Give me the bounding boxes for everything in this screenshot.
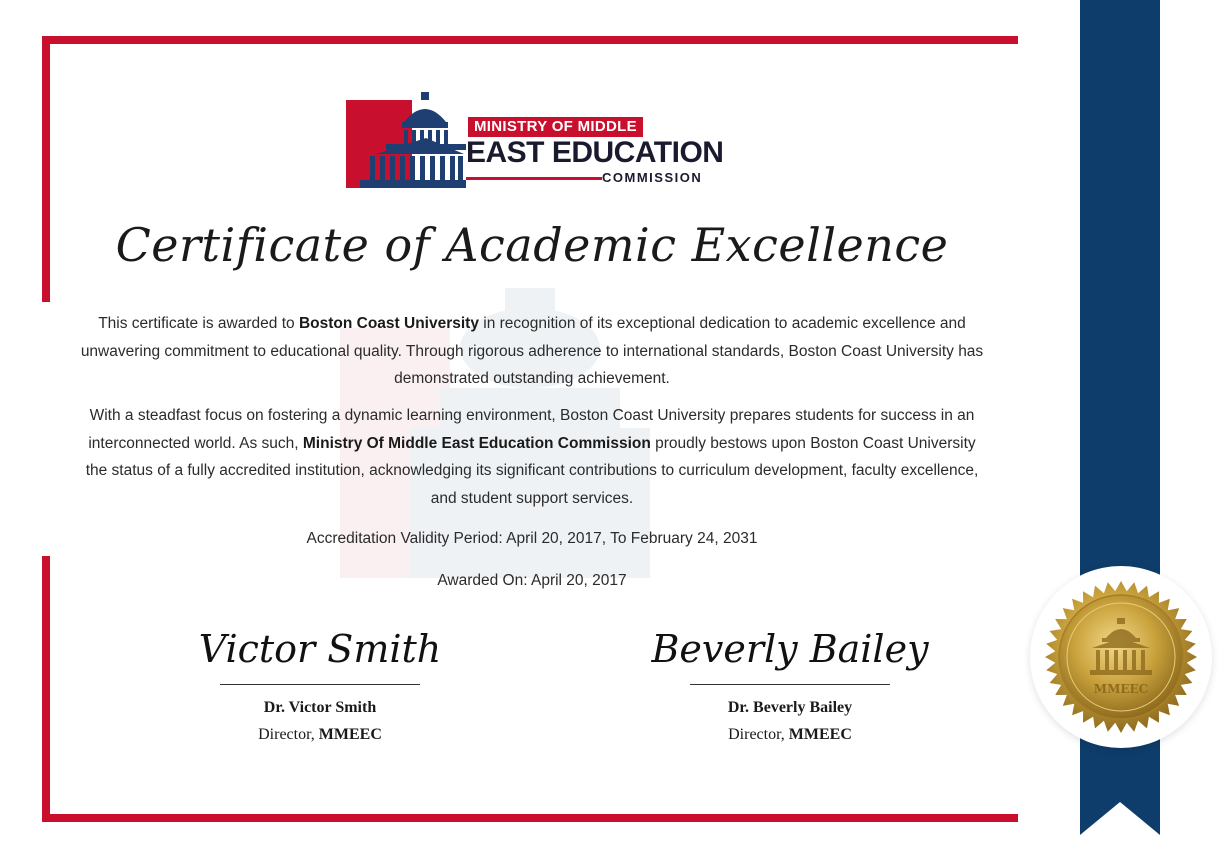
ministry-logo	[346, 90, 726, 190]
frame-left-top-border	[42, 36, 50, 302]
frame-top-border	[42, 36, 1018, 44]
signature-block-left	[170, 620, 470, 749]
p1-before: This certificate is awarded to	[98, 315, 299, 332]
p2-after: proudly bestows upon Boston Coast University the status of a fully accredited institution, acknowledging its significant contributions to curriculum development, faculty excellence, and student support services.	[85, 434, 979, 507]
signature-line	[690, 684, 890, 685]
award-paragraph	[80, 310, 984, 393]
logo-rule	[466, 177, 602, 180]
logo-subtitle: COMMISSION	[602, 170, 703, 185]
role-prefix: Director,	[258, 726, 319, 743]
frame-left-bottom-border	[42, 556, 50, 822]
signature-script: Victor Smith	[198, 627, 442, 671]
signature-block-right	[640, 620, 940, 749]
gold-seal-icon	[1040, 576, 1202, 738]
capitol-building-icon	[346, 90, 466, 190]
accreditation-paragraph	[80, 402, 984, 512]
recipient-name: Boston Coast University	[298, 315, 479, 332]
p1-after: in recognition of its exceptional dedication to academic excellence and unwavering commitment to educational quality. Through rigorous adherence to international standards, Boston Coast University has demonstrated outstanding achievement.	[80, 315, 984, 387]
issuer-name: Ministry Of Middle East Education Commission	[302, 434, 651, 452]
seal-badge	[1030, 566, 1212, 748]
certificate-title: Certificate of Academic Excellence	[115, 218, 949, 272]
role-org: MMEEC	[318, 726, 382, 743]
seal-text: MMEEC	[1093, 682, 1149, 696]
logo-main-text: EAST EDUCATION	[466, 136, 724, 169]
awarded-date: Awarded On: April 20, 2017	[437, 572, 627, 589]
p2-before: With a steadfast focus on fostering a dynamic learning environment, Boston Coast University prepares students for success in an interconnected world. As such,	[88, 407, 975, 452]
signatory-name: Dr. Beverly Bailey	[727, 699, 853, 716]
role-prefix: Director,	[728, 726, 789, 743]
role-org: MMEEC	[788, 726, 852, 743]
frame-bottom-border	[42, 814, 1018, 822]
signature-line	[220, 684, 420, 685]
signatory-role	[640, 721, 940, 749]
signature-script: Beverly Bailey	[651, 627, 929, 671]
signatory-role	[170, 721, 470, 749]
signatory-name: Dr. Victor Smith	[263, 699, 377, 716]
validity-period: Accreditation Validity Period: April 20, 2017, To February 24, 2031	[306, 530, 758, 547]
logo-tagline: MINISTRY OF MIDDLE	[468, 117, 643, 137]
